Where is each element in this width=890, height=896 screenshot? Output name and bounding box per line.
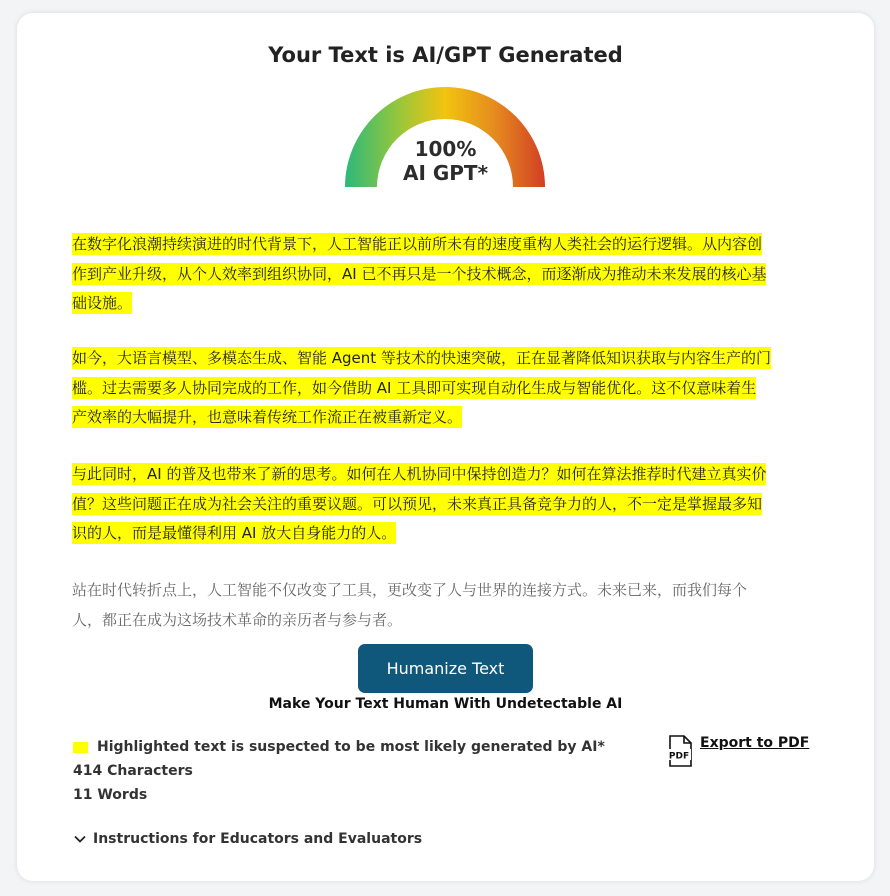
pdf-icon-text: PDF: [668, 751, 690, 762]
highlighted-line: 值？这些问题正在成为社会关注的重要议题。可以预见，未来真正具备竞争力的人，不一定是掌握最多知: [72, 494, 763, 513]
legend-text: Highlighted text is suspected to be most likely generated by AI*: [97, 739, 605, 755]
text-line: 人，都正在成为这场技术革命的亲历者与参与者。: [72, 610, 403, 629]
paragraph-3: [72, 460, 820, 549]
highlighted-line: 槛。过去需要多人协同完成的工作，如今借助 AI 工具即可实现自动化生成与智能优化。这不仅意味着生: [72, 378, 757, 397]
humanize-text-button[interactable]: Humanize Text: [358, 644, 533, 693]
highlighted-line: 识的人，而是最懂得利用 AI 放大自身能力的人。: [72, 524, 397, 542]
paragraph-1: [72, 230, 820, 319]
text-line: 站在时代转折点上，人工智能不仅改变了工具，更改变了人与世界的连接方式。未来已来，而我们每个: [72, 581, 748, 599]
export-pdf-link[interactable]: Export to PDF: [700, 735, 810, 751]
chevron-down-icon: [73, 832, 87, 846]
ai-score-percent: 100%: [414, 137, 477, 161]
gauge-label: [345, 137, 546, 185]
instructions-toggle[interactable]: [73, 831, 422, 847]
paragraph-2: [72, 344, 820, 433]
ai-score-label: AI GPT*: [402, 161, 489, 185]
humanize-subtitle: Make Your Text Human With Undetectable AI: [268, 696, 623, 712]
paragraph-4: [72, 576, 820, 635]
highlighted-line: 础设施。: [72, 294, 133, 312]
highlight-legend: [73, 739, 605, 755]
highlighted-line: 产效率的大幅提升，也意味着传统工作流正在被重新定义。: [72, 408, 463, 426]
highlighted-line: 与此同时，AI 的普及也带来了新的思考。如何在人机协同中保持创造力？如何在算法推荐时代建立真实价: [72, 465, 767, 483]
instructions-label: Instructions for Educators and Evaluators: [93, 831, 423, 847]
word-count: 11 Words: [73, 787, 148, 803]
character-count: 414 Characters: [73, 763, 193, 779]
highlighted-line: 如今，大语言模型、多模态生成、智能 Agent 等技术的快速突破，正在显著降低知识获取与内容生产的门: [72, 349, 771, 367]
highlight-swatch: [73, 742, 88, 753]
result-card: [17, 13, 874, 881]
highlighted-line: 在数字化浪潮持续演进的时代背景下，人工智能正以前所未有的速度重构人类社会的运行逻辑。从内容创: [72, 235, 763, 253]
pdf-file-icon[interactable]: [667, 735, 693, 767]
highlighted-line: 作到产业升级，从个人效率到组织协同，AI 已不再只是一个技术概念，而逐渐成为推动未来发展的核心基: [72, 264, 767, 283]
result-title: Your Text is AI/GPT Generated: [268, 43, 623, 67]
